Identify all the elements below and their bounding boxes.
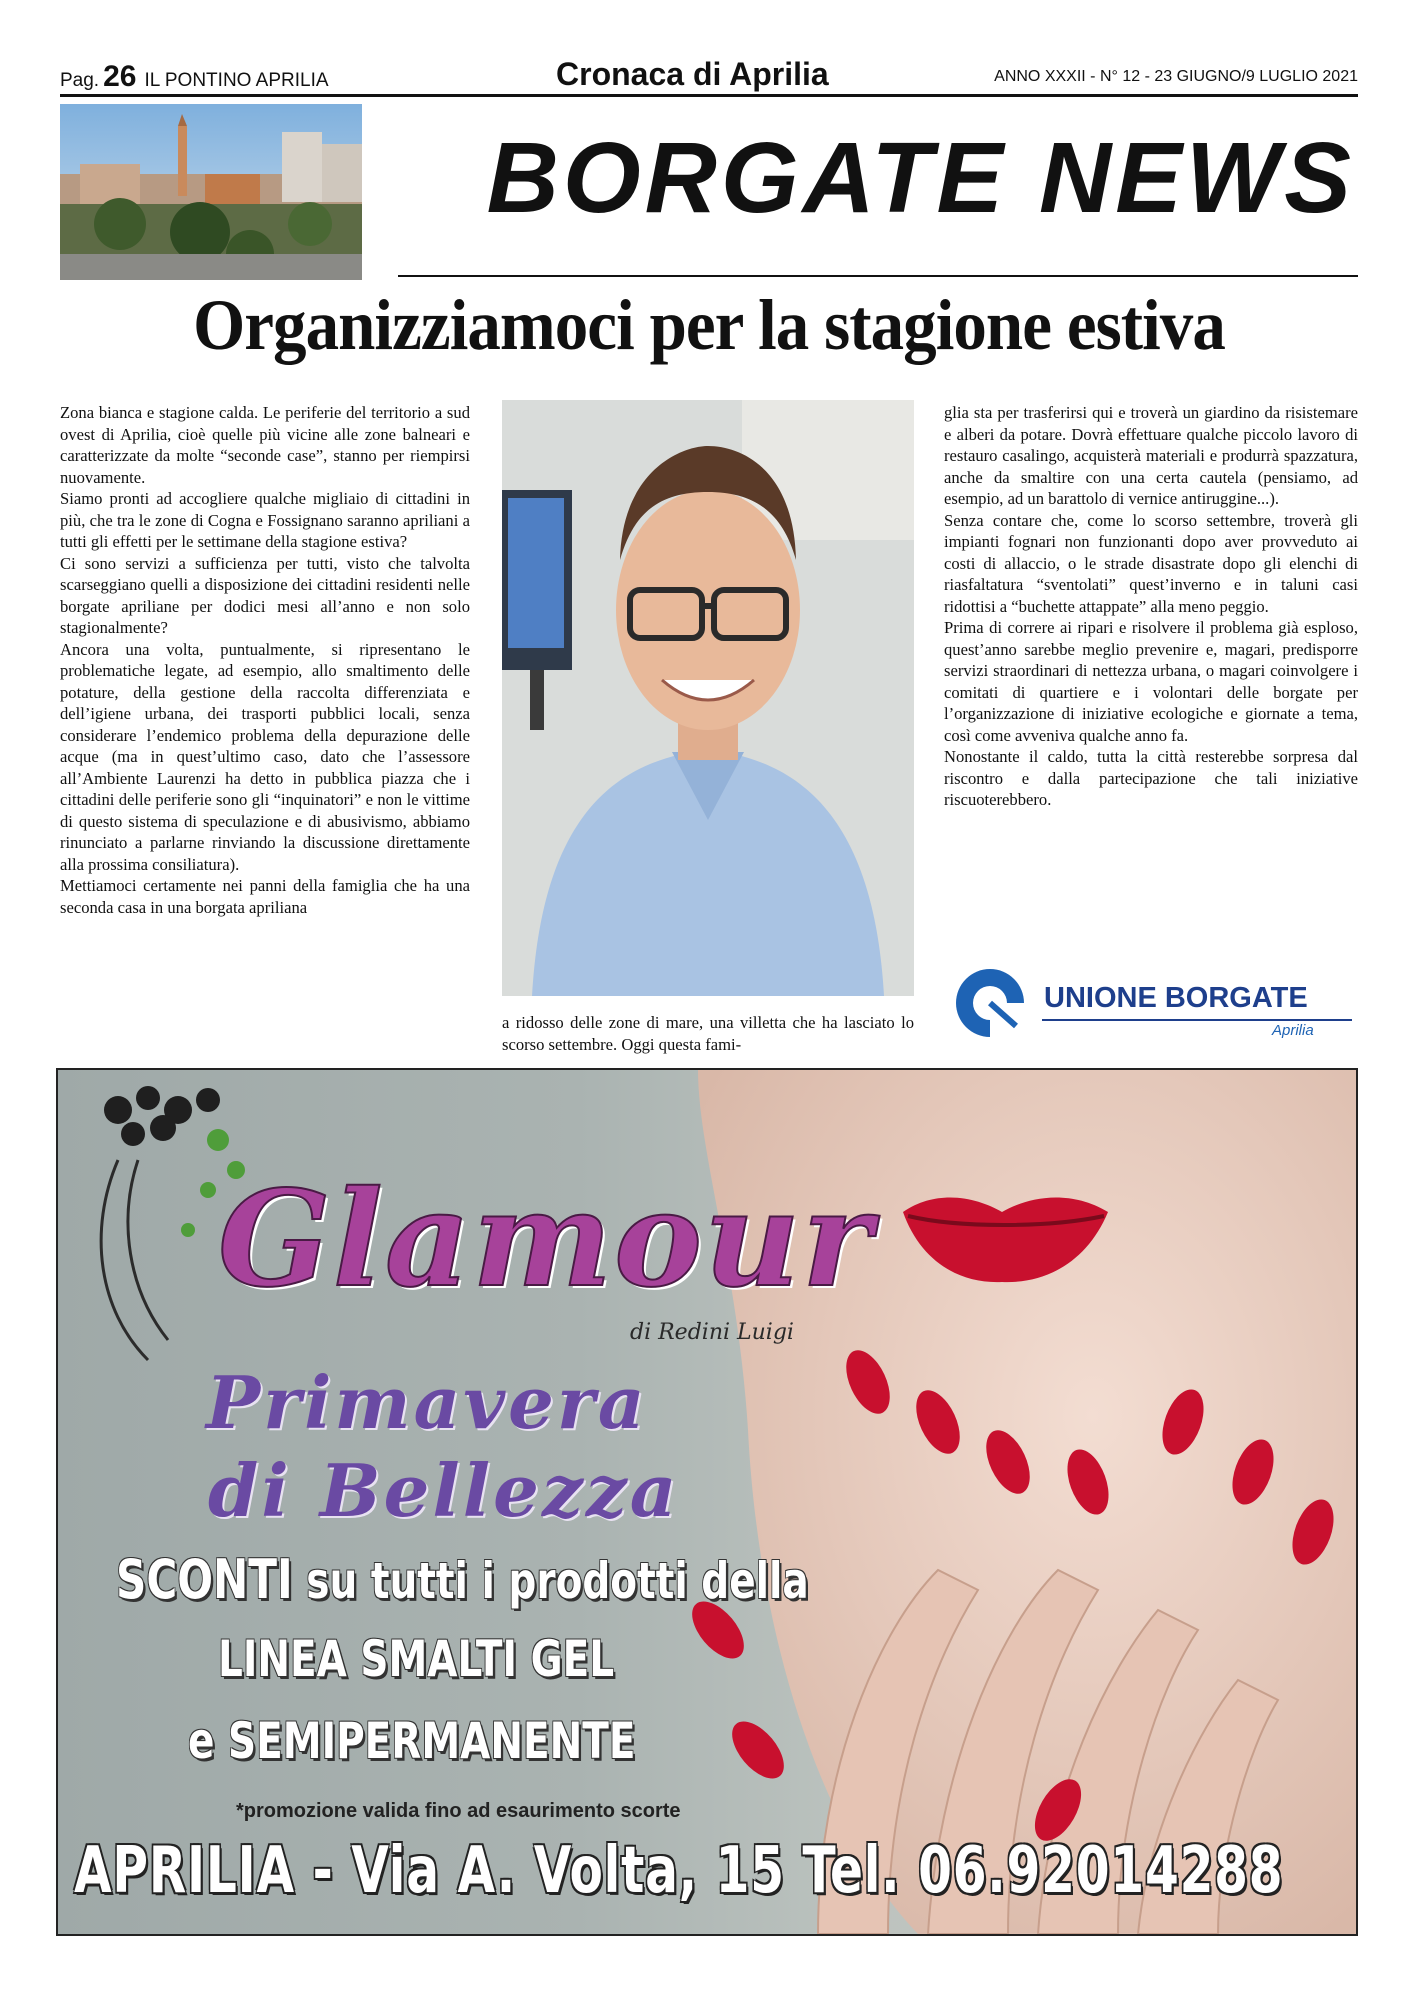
paragraph: Mettiamoci certamente nei panni della famiglia che ha una seconda casa in una borgata apriliana — [60, 876, 470, 917]
paragraph: Senza contare che, come lo scorso settembre, troverà gli impianti fognari non funzionanti dopo aver provveduto ai costi di allaccio, o le strade disastrate dopo gli elenchi di riasfaltatura “sventolati” quest’inverno e in taluni casi ridottisi a “buchette attappate” alla meno peggio. — [944, 510, 1358, 616]
paragraph: Nonostante il caldo, tutta la città resterebbe sorpresa dal riscontro e dalla partecipazione che tali iniziative riscuoterebbero. — [944, 747, 1358, 809]
glamour-advertisement — [56, 1068, 1358, 1936]
page-label: Pag. — [60, 70, 100, 91]
ad-address: APRILIA - Via A. Volta, 15 Tel. 06.92014288 — [74, 1834, 1284, 1908]
header-rule — [60, 94, 1358, 97]
ad-headline-line1: Primavera — [206, 1360, 648, 1445]
article-column-3 — [944, 402, 1358, 942]
ad-headline-line2: di Bellezza — [208, 1448, 680, 1533]
ad-brand-sub: di Redini Luigi — [630, 1320, 794, 1345]
ad-promo-rest: su tutti i prodotti della — [292, 1552, 809, 1610]
publication-name: IL PONTINO APRILIA — [144, 70, 329, 91]
paragraph: Siamo pronti ad accogliere qualche migliaio di cittadini in più, che tra le zone di Cogna e Fossignano saranno apriliani a tutti gli effetti per le settimane della stagione estiva? — [60, 489, 470, 551]
page-header-left — [60, 60, 329, 94]
article-column-1 — [60, 402, 470, 1054]
issue-info: ANNO XXXII - N° 12 - 23 GIUGNO/9 LUGLIO 2021 — [994, 68, 1358, 85]
ad-brand: Glamour — [218, 1162, 874, 1317]
section-title: BORGATE NEWS — [486, 122, 1355, 234]
unione-borgate-name: UNIONE BORGATE — [1044, 982, 1308, 1014]
ad-promo-line1 — [116, 1548, 809, 1611]
page-number: 26 — [103, 60, 137, 93]
title-rule — [398, 275, 1358, 277]
paragraph: a ridosso delle zone di mare, una villetta che ha lasciato lo scorso settembre. Oggi questa fami- — [502, 1013, 914, 1054]
ad-promo-line3: e SEMIPERMANENTE — [188, 1712, 636, 1770]
ad-promo-note: *promozione valida fino ad esaurimento scorte — [236, 1800, 681, 1822]
paragraph: Ancora una volta, puntualmente, si ripresentano le problematiche legate, ad esempio, allo smaltimento delle potature, della gestione della raccolta differenziata e dell’igiene urbana, dei trasporti pubblici locali, senza considerare l’endemico problema della depurazione delle acque (ma in quest’ultimo caso, dato che l’assessore all’Ambiente Laurenzi ha detto in pubblica piazza che i cittadini delle periferie sono gli “inquinatori” e non le vittime di questo sistema di speculazione e di abusivismo, abbiamo rinunciato a parlarne rinviando la discussione direttamente alla prossima consiliatura). — [60, 639, 470, 874]
section-name: Cronaca di Aprilia — [556, 56, 829, 92]
paragraph: Zona bianca e stagione calda. Le periferie del territorio a sud ovest di Aprilia, cioè quelle più vicine alle zone balneari e caratterizzate da molte “seconde case”, stanno per riempirsi nuovamente. — [60, 403, 470, 487]
paragraph: Ci sono servizi a sufficienza per tutti, visto che talvolta scarseggiano quelli a disposizione dei cittadini residenti nelle borgate apriliane per dodici mesi all’anno e non solo stagionalmente? — [60, 553, 470, 637]
ad-promo-line2: LINEA SMALTI GEL — [218, 1630, 615, 1688]
paragraph: Prima di correre ai ripari e risolvere il problema già esploso, quest’anno sarebbe meglio prevenire e, magari, predisporre servizi straordinari di nettezza urbana, o magari coinvolgere i comitati di quartiere e i volontari delle borgate per l’organizzazione di iniziative ecologiche e giornate a tema, così come avveniva qualche anno fa. — [944, 618, 1358, 745]
portrait-photo — [502, 400, 914, 996]
article-headline: Organizziamoci per la stagione estiva — [193, 285, 1225, 365]
paragraph: glia sta per trasferirsi qui e troverà un giardino da risistemare e alberi da potare. Dovrà effettuare qualche piccolo lavoro di restauro casalingo, acquisterà materiali e produrrà spazzatura, anche da smaltire con una certa cautela (pensiamo, ad esempio, ad un barattolo di vernice antiruggine...). — [944, 403, 1358, 508]
unione-borgate-city: Aprilia — [1272, 1022, 1314, 1039]
ad-promo-strong: SCONTI — [116, 1548, 293, 1611]
town-photo — [60, 104, 362, 280]
article-column-2 — [502, 1012, 914, 1058]
